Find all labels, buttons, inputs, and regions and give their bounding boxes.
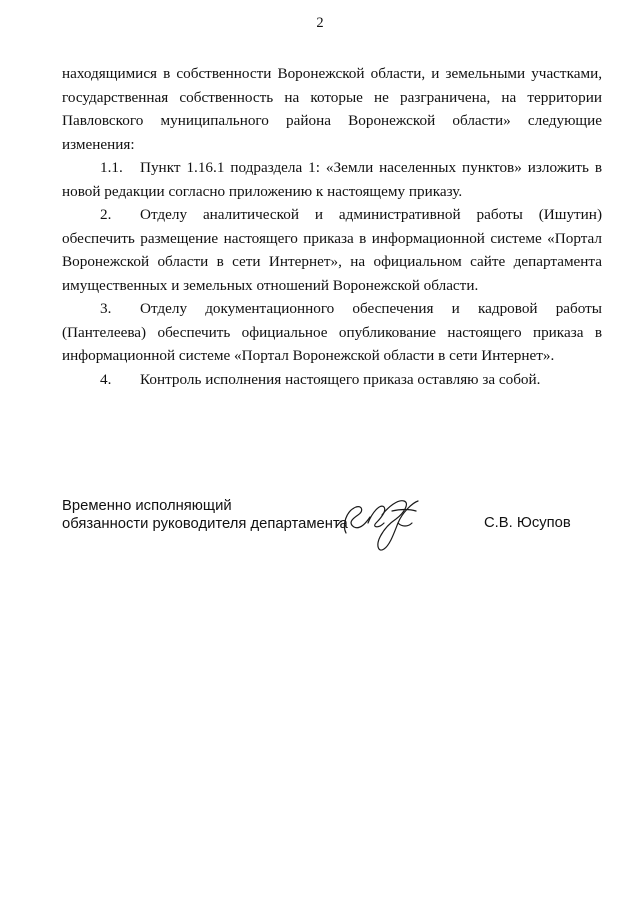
list-item bbox=[62, 297, 602, 368]
list-item bbox=[62, 368, 602, 392]
signatory-name: С.В. Юсупов bbox=[484, 515, 571, 531]
item-text: Пункт 1.16.1 подраздела 1: «Земли населенных пунктов» изложить в новой редакции согласно приложению к настоящему приказу. bbox=[62, 159, 602, 200]
signature-block bbox=[62, 497, 602, 577]
list-item bbox=[62, 156, 602, 203]
signatory-title-line2: обязанности руководителя департамента bbox=[62, 516, 348, 532]
handwritten-signature bbox=[332, 493, 432, 563]
page-number: 2 bbox=[316, 15, 324, 31]
item-text: Отделу аналитической и административной работы (Ишутин) обеспечить размещение настоящего приказа в информационной системе «Портал Воронежской области в сети Интернет», на официальном сайте департамента имущественных и земельных отношений Воронежской области. bbox=[62, 206, 602, 294]
list-item bbox=[62, 203, 602, 297]
intro-paragraph: находящимися в собственности Воронежской области, и земельными участками, государственная собственность на которые не разграничена, на территории Павловского муниципального района Воронежской области» следующие изменения: bbox=[62, 65, 602, 153]
signatory-title-line1: Временно исполняющий bbox=[62, 498, 232, 514]
item-number: 3. bbox=[100, 300, 112, 317]
item-number: 2. bbox=[100, 206, 112, 223]
item-text: Отделу документационного обеспечения и кадровой работы (Пантелеева) обеспечить официальное опубликование настоящего приказа в информационной системе «Портал Воронежской области в сети Интернет». bbox=[62, 300, 602, 364]
signatory-title bbox=[62, 497, 348, 533]
item-text: Контроль исполнения настоящего приказа оставляю за собой. bbox=[140, 370, 541, 388]
item-number: 1.1. bbox=[100, 159, 123, 176]
document-body bbox=[62, 62, 602, 391]
item-number: 4. bbox=[100, 370, 112, 388]
